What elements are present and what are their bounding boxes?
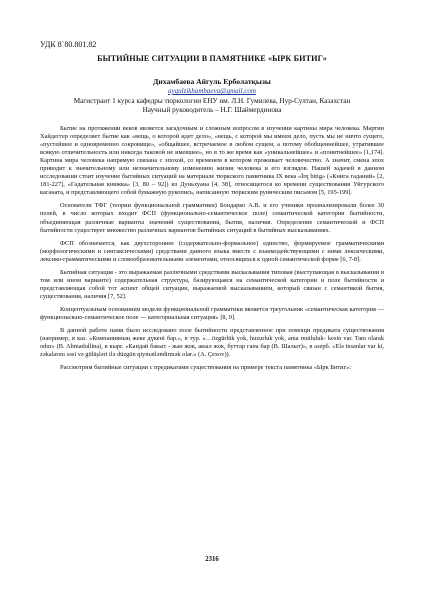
paper-body bbox=[40, 125, 384, 372]
paragraph-7: Рассмотрим бытийные ситуации с предикатами существования на примере текста памятника «Ырк Битиг»: bbox=[60, 364, 352, 372]
paragraph-6: В данной работе нами было исследовано поле бытийности представленное при помощи предиката существования (например, в каз. «Компанияның жеке дүкені бар.», в тур. «…özgürlük yok, huzurluk yok, ama mutluluk- kesin var. Tam olarak odur» (B. Ahmadullina), в кырг. «Кандай бакыт - жан жок, акыл жок, буттар гана бар (В. Шалыт)», в азерб. «Elə insanlar var ki, zəkalarını səsi və gülüşləri ilə düzgün qiymətləndirmək olar.» (A. Çexov)). bbox=[40, 327, 384, 359]
paper-title: БЫТИЙНЫЕ СИТУАЦИИ В ПАМЯТНИКЕ «ЫРК БИТИГ» bbox=[97, 54, 327, 63]
author-name: Дихамбаева Айгуль Ерболатқызы bbox=[153, 77, 271, 86]
scientific-adviser: Научный руководитель – Н.Г. Шаймердинова bbox=[142, 106, 282, 114]
paragraph-5: Концептуальным основанием модели функциональной грамматики является треугольник «семантическая категория — функционально-семантическое поле — категориальная ситуация» [8, 9]. bbox=[40, 305, 384, 321]
udk-code: УДК 8`80.801.82 bbox=[40, 40, 97, 49]
author-affiliation: Магистрант 1 курса кафедры тюркологии ЕНУ им. Л.Н. Гумилева, Нур-Султан, Казахстан bbox=[73, 97, 351, 105]
page-number: 2316 bbox=[205, 556, 219, 563]
author-email-link[interactable]: aygulzikhambaeva@gmail.com bbox=[168, 87, 256, 95]
paragraph-1: Бытие на протяжении веков является загадочным и сложным вопросом в изучении картины мира человека. Мартин Хайдеггер определяет бытие как «вещь, о которой идет дело», «вещь, с которой мы имеем дело, пусть мы не ничто сущего, «пустейшее и одновременно сокровище», «общайшее, встречаемое в любом сущем, а потому обобщеннейшее, утратившее всякую отличительность или никогда таковой не имевшее», но в то же время как «уникальнейшее» и «понятнейшее» [1,174]. Картина мира человека напрямую связана с эпохой, со временем в котором проживает человечество. А значит, смена эпох приводит к значительному или незначительному изменению жизни человека и его взглядов. Нашей задачей в данном исследовании стоит изучение бытийных ситуаций на материале тюркского памятника IX века «Ïrq bitig» («Книга гаданий» [2, 181-227], «Гадательная книжка» [3, 80 – 92]) из Дуньхуана [4, 38], относящегося ко времени существования Уйгурского каганата, и представляющего собой бумажную рукопись, написанную тюркским руническим письмом [5, 195-199]. bbox=[40, 125, 384, 197]
paragraph-2: Основатели ТФГ (теории функциональной грамматики) Бондарко А.В. и его ученики проанализировали более 30 полей, в число которых входит ФСП (функционально-семантическое поле) семантической категории бытийности, объединяющая различные варианты значений существования, бытия, наличия. Определение семантической и ФСП бытийности существует множество различных вариантов бытийных ситуаций в бытийных высказываниях. bbox=[40, 202, 384, 234]
paragraph-4: Бытийная ситуация - это выражаемая различными средствами высказывания типовая (выступающая в высказывании в том или ином варианте) содержательная структура, базирующаяся на семантической категории и поле бытийности и представляющая собой тот аспект общей ситуации, выражаемой высказыванием, который связан с семантикой бытия, существования, наличия [7, 52]. bbox=[40, 268, 384, 300]
paragraph-3: ФСП обозначается, как двухстороннее (содержательно-формальное) единство, формируемое грамматическими (морфологическими и синтаксическими) средствами данного языка вместе с взаимодействующими с ними лексическими, лексико-грамматическими и словообразовательными элементами, относящихся к одной семантической форме [6, 7-8]. bbox=[40, 239, 384, 263]
